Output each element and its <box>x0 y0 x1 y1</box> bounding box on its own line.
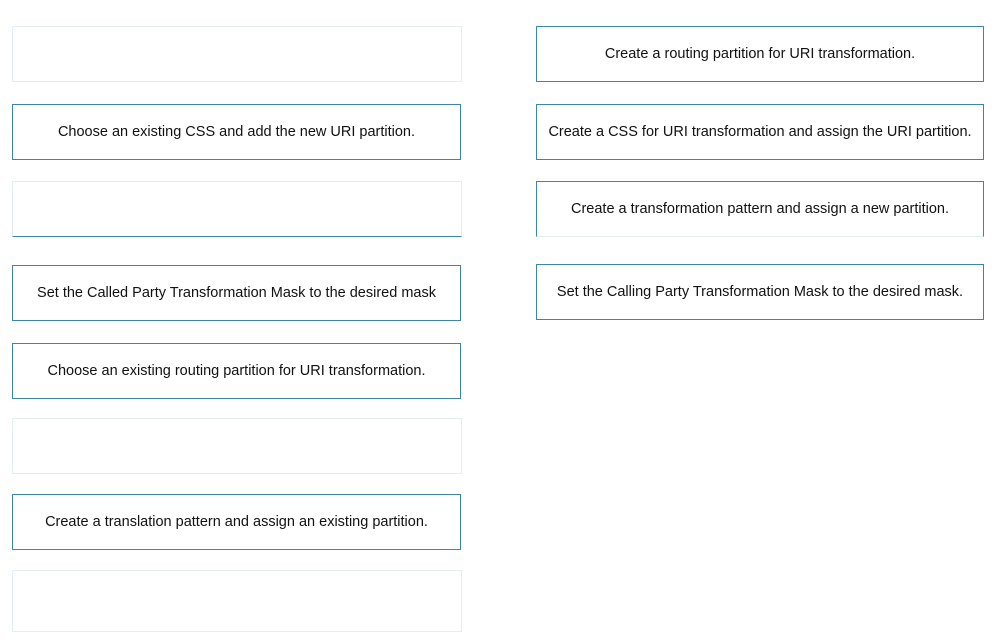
drag-item-label: Choose an existing CSS and add the new URI partition. <box>57 124 416 140</box>
drag-item-label: Create a CSS for URI transformation and assign the URI partition. <box>548 124 972 140</box>
drag-item-label: Set the Calling Party Transformation Mask to the desired mask. <box>556 284 964 300</box>
drag-item-label: Create a routing partition for URI transformation. <box>604 46 916 62</box>
drag-item-create-routing-partition[interactable] <box>536 26 984 82</box>
drag-item-label: Create a transformation pattern and assign a new partition. <box>570 201 950 217</box>
drag-item-create-transformation-pattern[interactable] <box>536 181 984 237</box>
drop-slot-8[interactable] <box>12 570 462 632</box>
drag-item-choose-existing-routing-partition[interactable] <box>12 343 461 399</box>
drag-item-set-called-party-mask[interactable] <box>12 265 461 321</box>
drag-item-create-css-uri[interactable] <box>536 104 984 160</box>
drop-slot-1[interactable] <box>12 26 462 82</box>
drag-item-label: Choose an existing routing partition for URI transformation. <box>47 363 426 379</box>
drag-item-create-translation-pattern[interactable] <box>12 494 461 550</box>
drag-item-set-calling-party-mask[interactable] <box>536 264 984 320</box>
drop-slot-6[interactable] <box>12 418 462 474</box>
drop-slot-3[interactable] <box>12 181 462 237</box>
drag-item-label: Create a translation pattern and assign an existing partition. <box>45 514 428 530</box>
drag-item-label: Set the Called Party Transformation Mask to the desired mask <box>37 285 436 301</box>
drag-item-choose-existing-css[interactable] <box>12 104 461 160</box>
